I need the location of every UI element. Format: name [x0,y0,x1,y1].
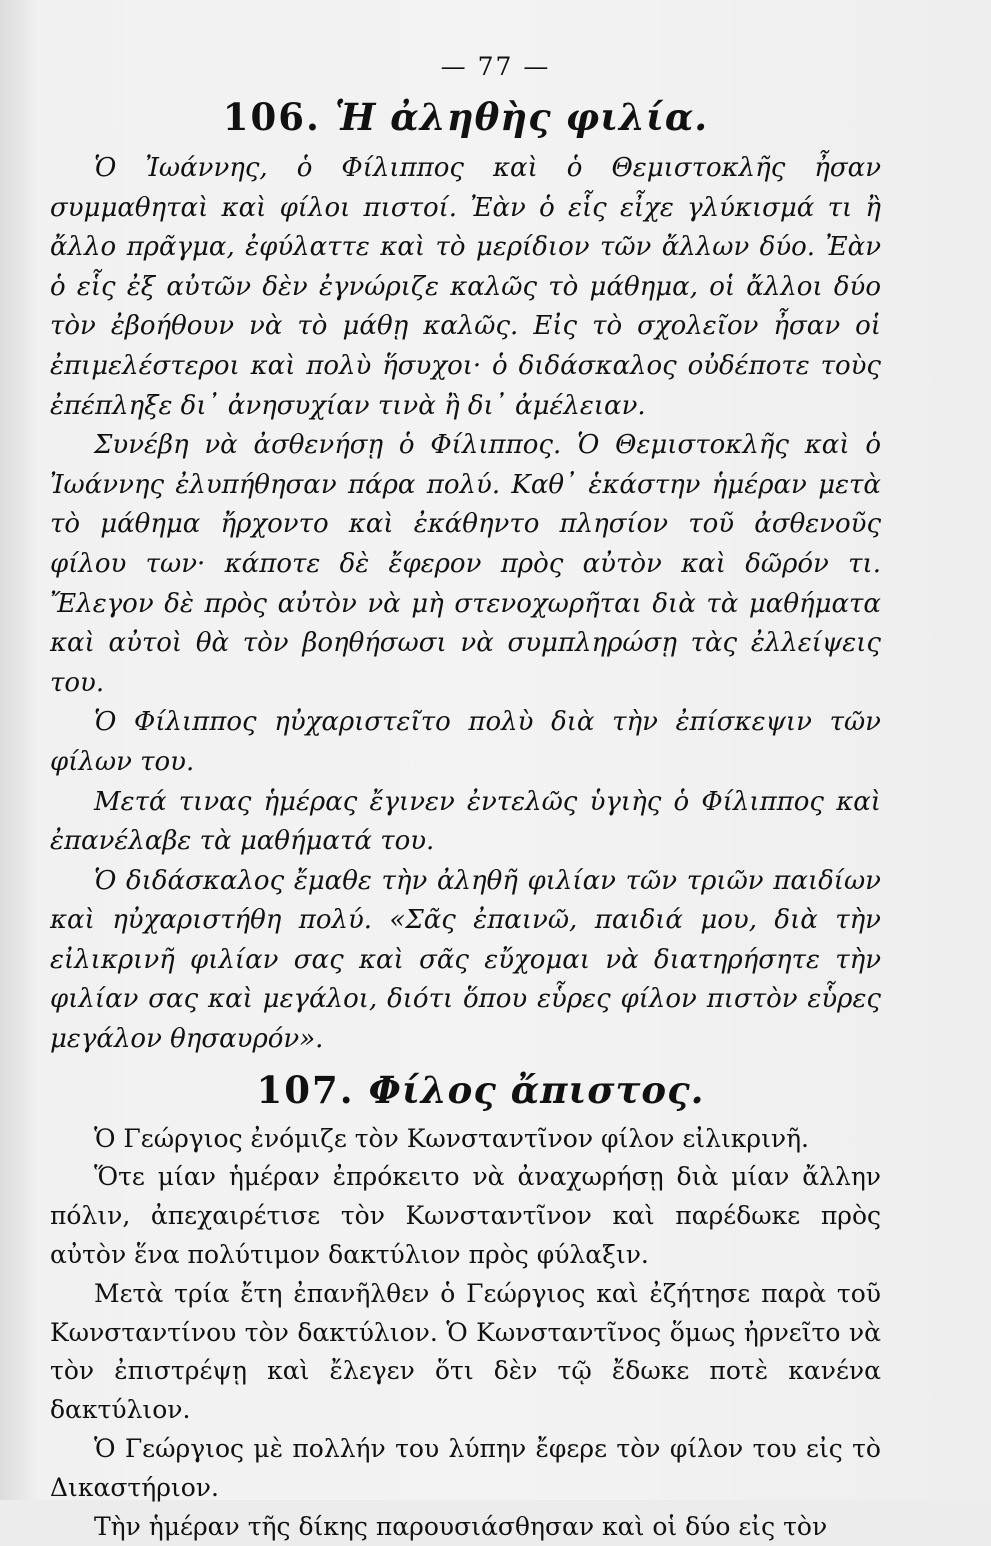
paragraph: Ὁ Ἰωάννης, ὁ Φίλιππος καὶ ὁ Θεμιστοκλῆς ἦσαν συμμαθηταὶ καὶ φίλοι πιστοί. Ἐὰν ὁ εἷς εἶχε γλύκισμά τι ἢ ἄλλο πρᾶγμα, ἐφύλαττε καὶ τὸ μερίδιον τῶν ἄλλων δύο. Ἐὰν ὁ εἷς ἐξ αὐτῶν δὲν ἐγνώριζε καλῶς τὸ μάθημα, οἱ ἄλλοι δύο τὸν ἐβοήθουν νὰ τὸ μάθῃ καλῶς. Εἰς τὸ σχολεῖον ἦσαν οἱ ἐπιμελέστεροι καὶ πολὺ ἥσυχοι· ὁ διδάσκαλος οὐδέποτε τοὺς ἐπέπληξε δι᾽ ἀνησυχίαν τινὰ ἢ δι᾽ ἀμέλειαν. [50,153,881,421]
section-title [50,95,881,139]
section-heading: Φίλος ἄπιστος. [368,1067,705,1112]
section-number: 107. [256,1067,355,1112]
section-107 [50,1068,881,1546]
paragraph: Συνέβη νὰ ἀσθενήσῃ ὁ Φίλιππος. Ὁ Θεμιστοκλῆς καὶ ὁ Ἰωάννης ἐλυπήθησαν πάρα πολύ. Καθ᾽ ἑκάστην ἡμέραν μετὰ τὸ μάθημα ἤρχοντο καὶ ἐκάθηντο πλησίον τοῦ ἀσθενοῦς φίλου των· κάποτε δὲ ἔφερον πρὸς αὐτὸν καὶ δῶρόν τι. Ἔλεγον δὲ πρὸς αὐτὸν νὰ μὴ στενοχωρῆται διὰ τὰ μαθήματα καὶ αὐτοὶ θὰ τὸν βοηθήσωσι νὰ συμπληρώσῃ τὰς ἐλλείψεις του. [50,430,881,698]
section-number: 106. [222,95,321,139]
paragraph: Τὴν ἡμέραν τῆς δίκης παρουσιάσθησαν καὶ οἱ δύο εἰς τὸν [94,1511,828,1541]
paragraph: Ὁ Γεώργιος μὲ πολλήν του λύπην ἔφερε τὸν φίλον του εἰς τὸ Δικαστήριον. [50,1434,881,1502]
section-106 [50,95,881,1060]
paragraph: Ὁ Γεώργιος ἐνόμιζε τὸν Κωνσταντῖνον φίλον εἰλικρινῆ. [94,1123,810,1153]
paragraph: Μετά τινας ἡμέρας ἔγινεν ἐντελῶς ὑγιὴς ὁ Φίλιππος καὶ ἐπανέλαβε τὰ μαθήματά του. [50,786,881,857]
paragraph: Ὅτε μίαν ἡμέραν ἐπρόκειτο νὰ ἀναχωρήσῃ διὰ μίαν ἄλλην πόλιν, ἀπεχαιρέτισε τὸν Κωνσταντῖνον καὶ παρέδωκε πρὸς αὐτὸν ἕνα πολύτιμον δακτύλιον πρὸς φύλαξιν. [50,1162,881,1270]
section-title [50,1068,881,1112]
section-heading: Ἡ ἀληθὴς φιλία. [334,95,709,139]
paragraph: Ὁ διδάσκαλος ἔμαθε τὴν ἀληθῆ φιλίαν τῶν τριῶν παιδίων καὶ ηὐχαριστήθη πολύ. «Σᾶς ἐπαινῶ, παιδιά μου, διὰ τὴν εἰλικρινῆ φιλίαν σας καὶ σᾶς εὔχομαι νὰ διατηρήσητε τὴν φιλίαν σας καὶ μεγάλοι, διότι ὅπου εὗρες φίλον πιστὸν εὗρες μεγάλον θησαυρόν». [50,865,881,1055]
page-number: — 77 — [440,52,551,81]
paragraph: Μετὰ τρία ἔτη ἐπανῆλθεν ὁ Γεώργιος καὶ ἐζήτησε παρὰ τοῦ Κωνσταντίνου τὸν δακτύλιον. Ὁ Κωνσταντῖνος ὅμως ἠρνεῖτο νὰ τὸν ἐπιστρέψῃ καὶ ἔλεγεν ὅτι δὲν τῷ ἔδωκε ποτὲ κανένα δακτύλιον. [50,1278,881,1425]
paragraph: Ὁ Φίλιππος ηὐχαριστεῖτο πολὺ διὰ τὴν ἐπίσκεψιν τῶν φίλων του. [50,707,881,777]
